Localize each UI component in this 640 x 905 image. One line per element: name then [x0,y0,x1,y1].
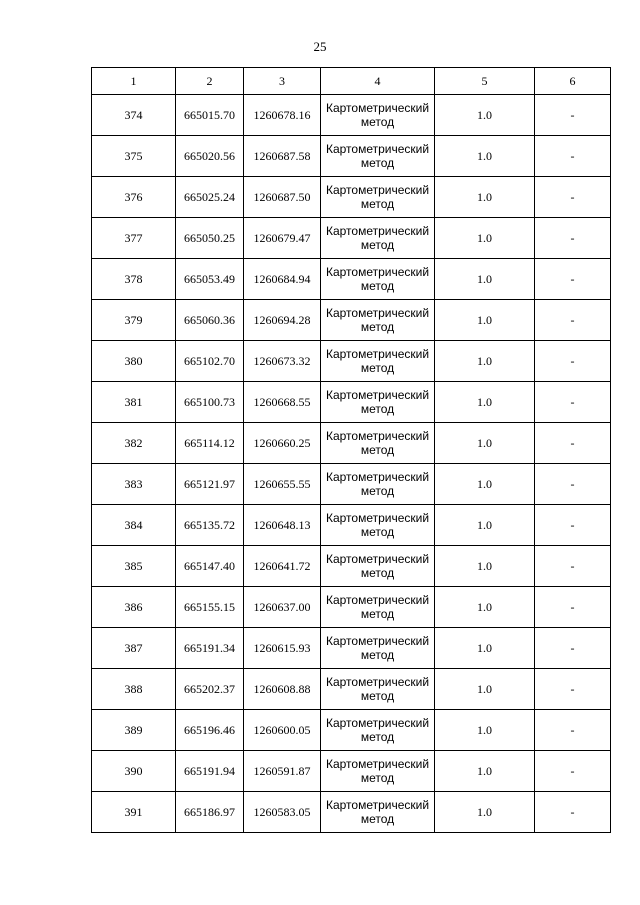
note: - [535,95,611,136]
accuracy: 1.0 [435,587,535,628]
coordinate-x: 665186.97 [176,792,244,833]
accuracy: 1.0 [435,792,535,833]
coordinate-x: 665102.70 [176,341,244,382]
method-line-1: Картометрический [325,265,430,279]
point-number: 382 [92,423,176,464]
table-row [92,136,611,177]
point-number: 384 [92,505,176,546]
method-line-1: Картометрический [325,183,430,197]
column-header-5: 5 [435,68,535,95]
method-cell [321,751,435,792]
method-line-2: метод [360,402,395,416]
table-row [92,259,611,300]
method-line-1: Картометрический [325,511,430,525]
method-line-2: метод [360,566,395,580]
note: - [535,587,611,628]
coordinate-y: 1260660.25 [244,423,321,464]
note: - [535,505,611,546]
note: - [535,136,611,177]
coordinate-y: 1260641.72 [244,546,321,587]
note: - [535,382,611,423]
point-number: 381 [92,382,176,423]
point-number: 389 [92,710,176,751]
accuracy: 1.0 [435,382,535,423]
method-cell [321,218,435,259]
note: - [535,300,611,341]
note: - [535,464,611,505]
method-line-1: Картометрический [325,306,430,320]
table-row [92,669,611,710]
column-header-3: 3 [244,68,321,95]
coordinate-y: 1260694.28 [244,300,321,341]
method-line-1: Картометрический [325,388,430,402]
method-cell [321,382,435,423]
method-cell [321,628,435,669]
accuracy: 1.0 [435,669,535,710]
method-line-1: Картометрический [325,429,430,443]
coordinate-y: 1260678.16 [244,95,321,136]
accuracy: 1.0 [435,710,535,751]
note: - [535,751,611,792]
note: - [535,710,611,751]
method-line-2: метод [360,197,395,211]
method-cell [321,505,435,546]
accuracy: 1.0 [435,464,535,505]
point-number: 388 [92,669,176,710]
note: - [535,423,611,464]
method-cell [321,669,435,710]
point-number: 380 [92,341,176,382]
coordinate-x: 665053.49 [176,259,244,300]
coordinate-y: 1260655.55 [244,464,321,505]
coordinate-x: 665191.34 [176,628,244,669]
coordinate-x: 665114.12 [176,423,244,464]
point-number: 391 [92,792,176,833]
page-number: 25 [313,39,327,54]
coordinate-x: 665202.37 [176,669,244,710]
method-line-2: метод [360,156,395,170]
coordinate-y: 1260648.13 [244,505,321,546]
accuracy: 1.0 [435,546,535,587]
coordinate-x: 665121.97 [176,464,244,505]
accuracy: 1.0 [435,259,535,300]
method-line-1: Картометрический [325,634,430,648]
method-line-1: Картометрический [325,716,430,730]
table-row [92,177,611,218]
accuracy: 1.0 [435,505,535,546]
point-number: 386 [92,587,176,628]
coordinate-x: 665100.73 [176,382,244,423]
table-header-row [92,68,611,95]
note: - [535,218,611,259]
coordinate-x: 665191.94 [176,751,244,792]
column-header-6: 6 [535,68,611,95]
method-line-1: Картометрический [325,757,430,771]
table-row [92,464,611,505]
coordinate-y: 1260684.94 [244,259,321,300]
method-line-2: метод [360,279,395,293]
coordinate-y: 1260608.88 [244,669,321,710]
method-cell [321,464,435,505]
note: - [535,628,611,669]
coordinate-y: 1260591.87 [244,751,321,792]
coordinate-y: 1260600.05 [244,710,321,751]
method-line-1: Картометрический [325,593,430,607]
method-cell [321,341,435,382]
method-cell [321,259,435,300]
table-row [92,300,611,341]
method-line-2: метод [360,484,395,498]
accuracy: 1.0 [435,628,535,669]
table-row [92,505,611,546]
point-number: 376 [92,177,176,218]
method-cell [321,546,435,587]
method-line-2: метод [360,771,395,785]
note: - [535,177,611,218]
method-line-1: Картометрический [325,675,430,689]
table-row [92,628,611,669]
method-line-1: Картометрический [325,224,430,238]
coordinate-x: 665050.25 [176,218,244,259]
point-number: 383 [92,464,176,505]
point-number: 378 [92,259,176,300]
table-row [92,751,611,792]
method-cell [321,177,435,218]
coordinate-x: 665020.56 [176,136,244,177]
method-line-1: Картометрический [325,101,430,115]
method-line-2: метод [360,443,395,457]
method-line-1: Картометрический [325,470,430,484]
method-line-1: Картометрический [325,552,430,566]
accuracy: 1.0 [435,95,535,136]
method-cell [321,710,435,751]
method-line-2: метод [360,238,395,252]
note: - [535,341,611,382]
table-row [92,95,611,136]
method-line-2: метод [360,115,395,129]
column-header-1: 1 [92,68,176,95]
coordinate-x: 665155.15 [176,587,244,628]
method-cell [321,95,435,136]
table-row [92,423,611,464]
accuracy: 1.0 [435,341,535,382]
coordinate-x: 665060.36 [176,300,244,341]
coordinate-x: 665196.46 [176,710,244,751]
method-line-2: метод [360,361,395,375]
coordinate-y: 1260668.55 [244,382,321,423]
accuracy: 1.0 [435,136,535,177]
method-line-2: метод [360,320,395,334]
coordinate-y: 1260583.05 [244,792,321,833]
method-line-1: Картометрический [325,142,430,156]
column-header-2: 2 [176,68,244,95]
coordinate-y: 1260673.32 [244,341,321,382]
method-line-2: метод [360,525,395,539]
coordinate-y: 1260615.93 [244,628,321,669]
method-cell [321,792,435,833]
method-line-2: метод [360,689,395,703]
accuracy: 1.0 [435,177,535,218]
point-number: 374 [92,95,176,136]
accuracy: 1.0 [435,751,535,792]
point-number: 377 [92,218,176,259]
accuracy: 1.0 [435,423,535,464]
coordinate-y: 1260679.47 [244,218,321,259]
method-cell [321,587,435,628]
point-number: 385 [92,546,176,587]
coordinate-x: 665015.70 [176,95,244,136]
table-row [92,587,611,628]
method-cell [321,423,435,464]
method-line-2: метод [360,730,395,744]
point-number: 387 [92,628,176,669]
note: - [535,792,611,833]
table-row [92,382,611,423]
column-header-4: 4 [321,68,435,95]
method-line-1: Картометрический [325,347,430,361]
coordinate-x: 665135.72 [176,505,244,546]
method-cell [321,136,435,177]
note: - [535,669,611,710]
method-cell [321,300,435,341]
coordinate-y: 1260687.58 [244,136,321,177]
method-line-2: метод [360,607,395,621]
accuracy: 1.0 [435,300,535,341]
coordinate-x: 665025.24 [176,177,244,218]
coordinate-y: 1260637.00 [244,587,321,628]
coordinate-y: 1260687.50 [244,177,321,218]
table-row [92,341,611,382]
note: - [535,259,611,300]
method-line-2: метод [360,648,395,662]
note: - [535,546,611,587]
point-number: 375 [92,136,176,177]
method-line-1: Картометрический [325,798,430,812]
coordinates-table [91,67,611,833]
point-number: 390 [92,751,176,792]
table-row [92,710,611,751]
table-row [92,218,611,259]
coordinate-x: 665147.40 [176,546,244,587]
accuracy: 1.0 [435,218,535,259]
table-row [92,546,611,587]
table-body [92,95,611,833]
method-line-2: метод [360,812,395,826]
table-row [92,792,611,833]
point-number: 379 [92,300,176,341]
